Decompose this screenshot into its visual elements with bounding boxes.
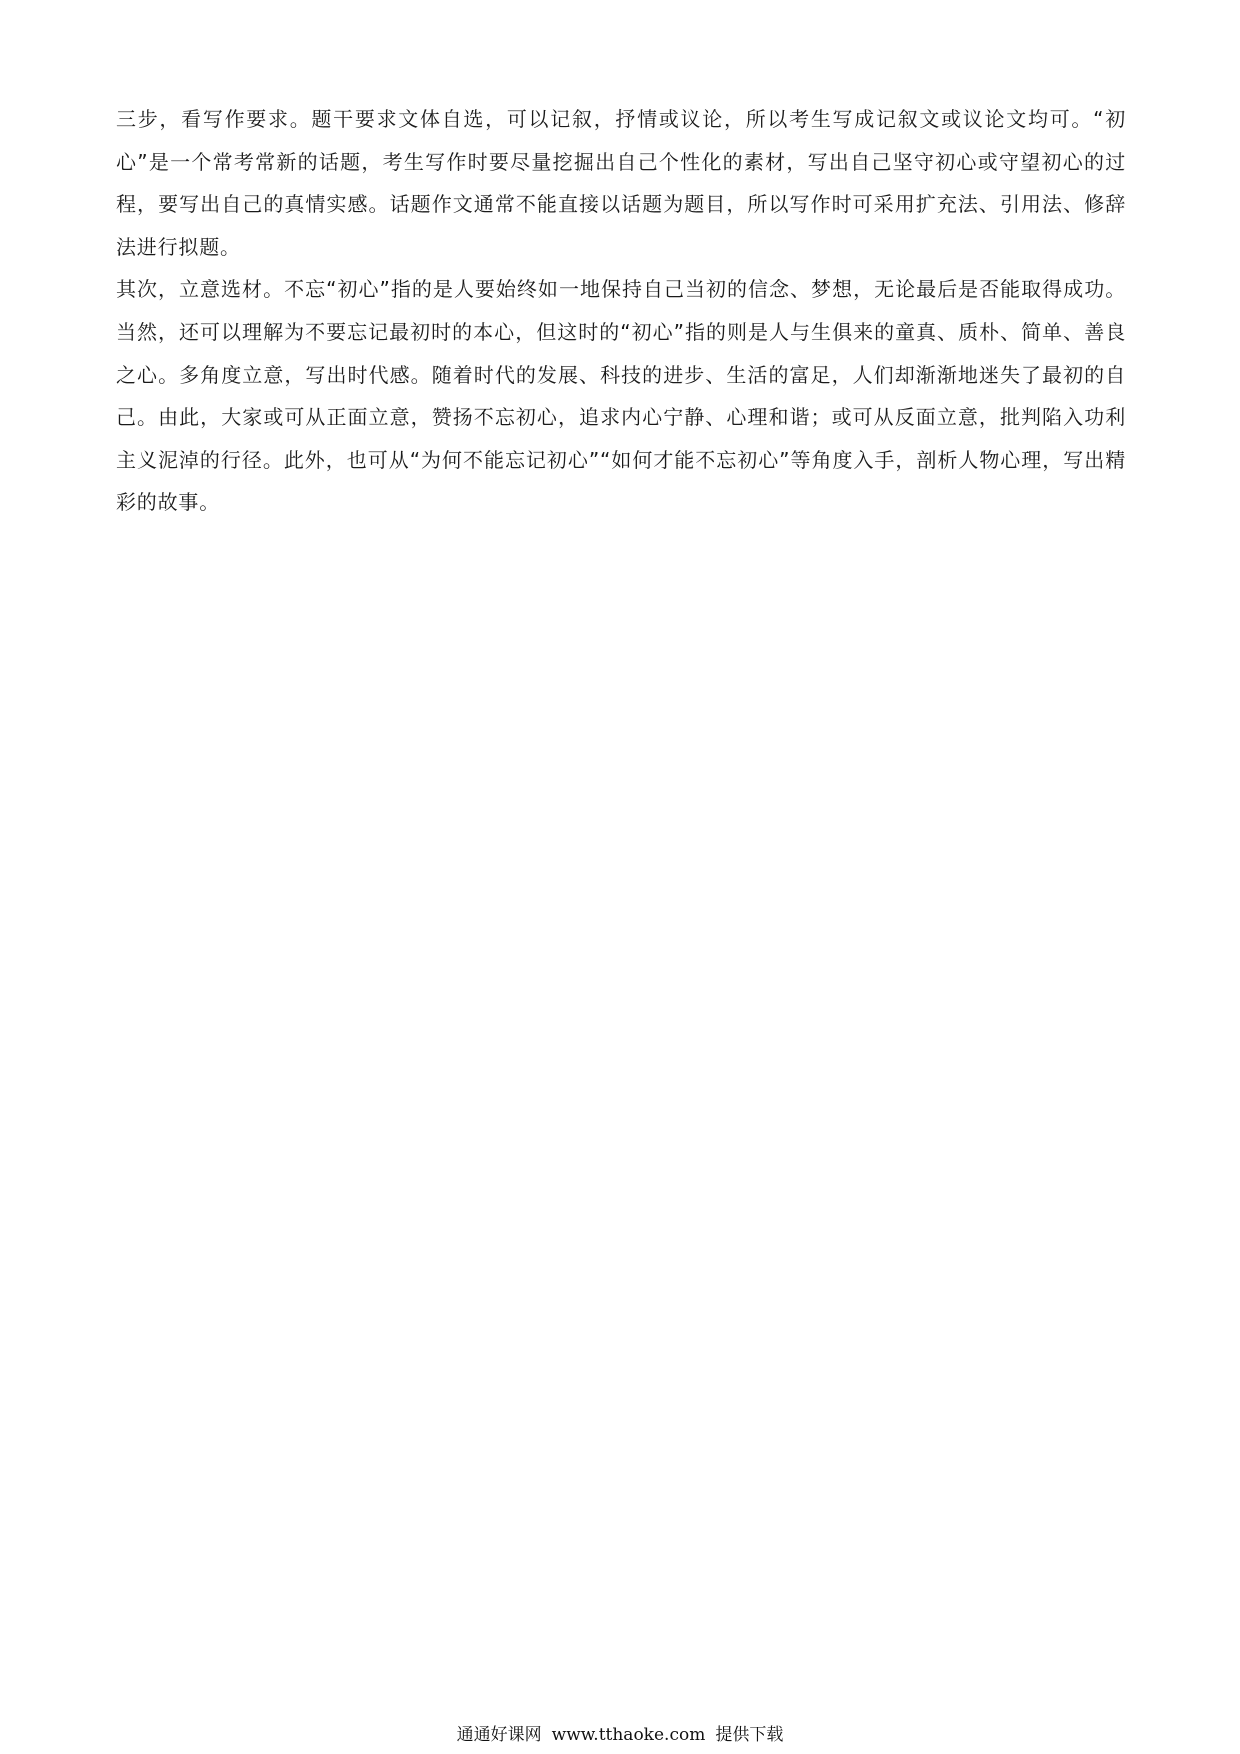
footer-url[interactable]: www.tthaoke.com	[551, 1725, 706, 1745]
footer-site-name: 通通好课网	[456, 1725, 542, 1745]
footer-suffix: 提供下载	[715, 1725, 784, 1745]
body-text	[116, 98, 1126, 524]
page-footer	[0, 1724, 1240, 1746]
paragraph-writing-requirements: 三步，看写作要求。题干要求文体自选，可以记叙，抒情或议论，所以考生写成记叙文或议论文均可。“初心”是一个常考常新的话题，考生写作时要尽量挖掘出自己个性化的素材，写出自己坚守初心或守望初心的过程，要写出自己的真情实感。话题作文通常不能直接以话题为题目，所以写作时可采用扩充法、引用法、修辞法进行拟题。	[116, 107, 1126, 259]
paragraph-theme-selection: 其次，立意选材。不忘“初心”指的是人要始终如一地保持自己当初的信念、梦想，无论最后是否能取得成功。当然，还可以理解为不要忘记最初时的本心，但这时的“初心”指的则是人与生俱来的童真、质朴、简单、善良之心。多角度立意，写出时代感。随着时代的发展、科技的进步、生活的富足，人们却渐渐地迷失了最初的自己。由此，大家或可从正面立意，赞扬不忘初心，追求内心宁静、心理和谐；或可从反面立意，批判陷入功利主义泥淖的行径。此外，也可从“为何不能忘记初心”“如何才能不忘初心”等角度入手，剖析人物心理，写出精彩的故事。	[116, 277, 1126, 515]
